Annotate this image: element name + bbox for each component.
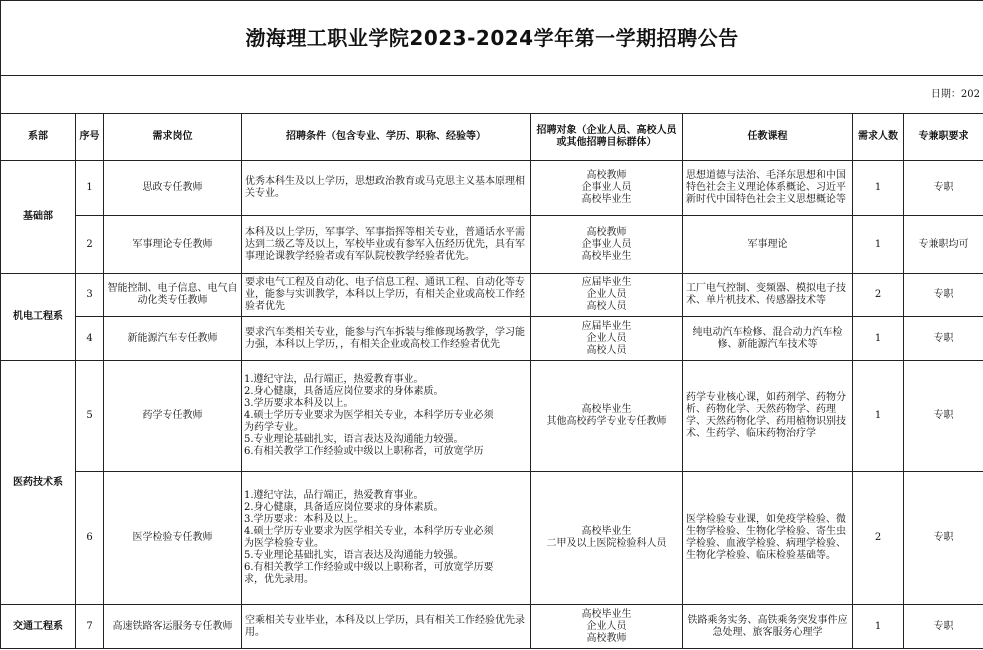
department-cell: 交通工程系 — [1, 605, 76, 649]
type-cell: 专职 — [904, 472, 983, 605]
target-cell: 高校毕业生 二甲及以上医院检验科人员 — [531, 472, 683, 605]
target-cell: 高校教师 企事业人员 高校毕业生 — [531, 216, 683, 274]
conditions-cell: 要求汽车类相关专业，能参与汽车拆装与维修现场教学，学习能力强，本科以上学历，，有相关企业或高校工作经验者优先 — [242, 317, 531, 361]
number-cell: 3 — [76, 274, 104, 317]
number-cell: 7 — [76, 605, 104, 649]
target-cell: 应届毕业生 企业人员 高校人员 — [531, 317, 683, 361]
type-cell: 专职 — [904, 274, 983, 317]
type-cell: 专兼职均可 — [904, 216, 983, 274]
conditions-cell: 1.遵纪守法，品行端正，热爱教育事业。 2.身心健康，具备适应岗位要求的身体素质。 3.学历要求：本科及以上。 4.硕士学历专业要求为医学相关专业，本科学历专业必须 为医学检验专业。 5.专业理论基础扎实，语言表达及沟通能力较强。 6.有相关教学工作经验或中级以上职称者，可放宽学历要 求，优先录用。 — [242, 472, 531, 605]
header-department: 系部 — [1, 114, 76, 161]
count-cell: 2 — [853, 472, 904, 605]
count-cell: 1 — [853, 605, 904, 649]
table-row — [1, 472, 983, 605]
conditions-cell: 1.遵纪守法，品行端正，热爱教育事业。 2.身心健康，具备适应岗位要求的身体素质。 3.学历要求本科及以上。 4.硕士学历专业要求为医学相关专业，本科学历专业必须 为药学专业。 5.专业理论基础扎实，语言表达及沟通能力较强。 6.有相关教学工作经验或中级以上职称者，可放宽学历 — [242, 361, 531, 472]
conditions-cell: 空乘相关专业毕业，本科及以上学历，具有相关工作经验优先录用。 — [242, 605, 531, 649]
table-row — [1, 274, 983, 317]
courses-cell: 工厂电气控制、变频器、模拟电子技术、单片机技术、传感器技术等 — [683, 274, 853, 317]
count-cell: 2 — [853, 274, 904, 317]
target-cell: 应届毕业生 企业人员 高校人员 — [531, 274, 683, 317]
target-cell: 高校毕业生 企业人员 高校教师 — [531, 605, 683, 649]
number-cell: 4 — [76, 317, 104, 361]
position-cell: 智能控制、电子信息、电气自动化类专任教师 — [104, 274, 242, 317]
conditions-cell: 优秀本科生及以上学历，思想政治教育或马克思主义基本原理相关专业。 — [242, 161, 531, 216]
type-cell: 专职 — [904, 161, 983, 216]
type-cell: 专职 — [904, 361, 983, 472]
header-position: 需求岗位 — [104, 114, 242, 161]
header-row — [1, 114, 983, 161]
target-cell: 高校毕业生 其他高校药学专业专任教师 — [531, 361, 683, 472]
header-conditions: 招聘条件（包含专业、学历、职称、经验等） — [242, 114, 531, 161]
number-cell: 5 — [76, 361, 104, 472]
table-row — [1, 161, 983, 216]
department-cell: 机电工程系 — [1, 274, 76, 361]
conditions-cell: 本科及以上学历，军事学、军事指挥等相关专业，普通话水平需达到二级乙等及以上，军校毕业或有参军入伍经历优先，具有军事理论课教学经验者或有军队院校教学经验者优先。 — [242, 216, 531, 274]
table-row — [1, 317, 983, 361]
number-cell: 2 — [76, 216, 104, 274]
conditions-cell: 要求电气工程及自动化、电子信息工程、通讯工程、自动化等专业，能参与实训教学，本科以上学历，有相关企业或高校工作经验者优先 — [242, 274, 531, 317]
header-count: 需求人数 — [853, 114, 904, 161]
courses-cell: 医学检验专业课，如免疫学检验、微生物学检验、生物化学检验、寄生虫学检验、血液学检验、病理学检验、生物化学检验、临床检验基础等。 — [683, 472, 853, 605]
position-cell: 军事理论专任教师 — [104, 216, 242, 274]
position-cell: 高速铁路客运服务专任教师 — [104, 605, 242, 649]
courses-cell: 纯电动汽车检修、混合动力汽车检修、新能源汽车技术等 — [683, 317, 853, 361]
courses-cell: 军事理论 — [683, 216, 853, 274]
position-cell: 新能源汽车专任教师 — [104, 317, 242, 361]
courses-cell: 思想道德与法治、毛泽东思想和中国特色社会主义理论体系概论、习近平新时代中国特色社会主义思想概论等 — [683, 161, 853, 216]
header-target: 招聘对象（企业人员、高校人员或其他招聘目标群体） — [531, 114, 683, 161]
courses-cell: 药学专业核心课，如药剂学、药物分析、药物化学、天然药物学、药理学、天然药物化学、药用植物识别技术、生药学、临床药物治疗学 — [683, 361, 853, 472]
type-cell: 专职 — [904, 605, 983, 649]
position-cell: 药学专任教师 — [104, 361, 242, 472]
count-cell: 1 — [853, 361, 904, 472]
header-courses: 任教课程 — [683, 114, 853, 161]
table-row — [1, 361, 983, 472]
courses-cell: 铁路乘务实务、高铁乘务突发事件应急处理、旅客服务心理学 — [683, 605, 853, 649]
table-row — [1, 605, 983, 649]
department-cell: 基础部 — [1, 161, 76, 274]
department-cell: 医药技术系 — [1, 361, 76, 605]
count-cell: 1 — [853, 216, 904, 274]
number-cell: 6 — [76, 472, 104, 605]
target-cell: 高校教师 企事业人员 高校毕业生 — [531, 161, 683, 216]
count-cell: 1 — [853, 161, 904, 216]
page-title: 渤海理工职业学院2023-2024学年第一学期招聘公告 — [1, 1, 983, 76]
position-cell: 医学检验专任教师 — [104, 472, 242, 605]
position-cell: 思政专任教师 — [104, 161, 242, 216]
header-number: 序号 — [76, 114, 104, 161]
date-label: 日期：202 — [1, 76, 983, 114]
count-cell: 1 — [853, 317, 904, 361]
number-cell: 1 — [76, 161, 104, 216]
header-type: 专兼职要求 — [904, 114, 983, 161]
table-row — [1, 216, 983, 274]
type-cell: 专职 — [904, 317, 983, 361]
